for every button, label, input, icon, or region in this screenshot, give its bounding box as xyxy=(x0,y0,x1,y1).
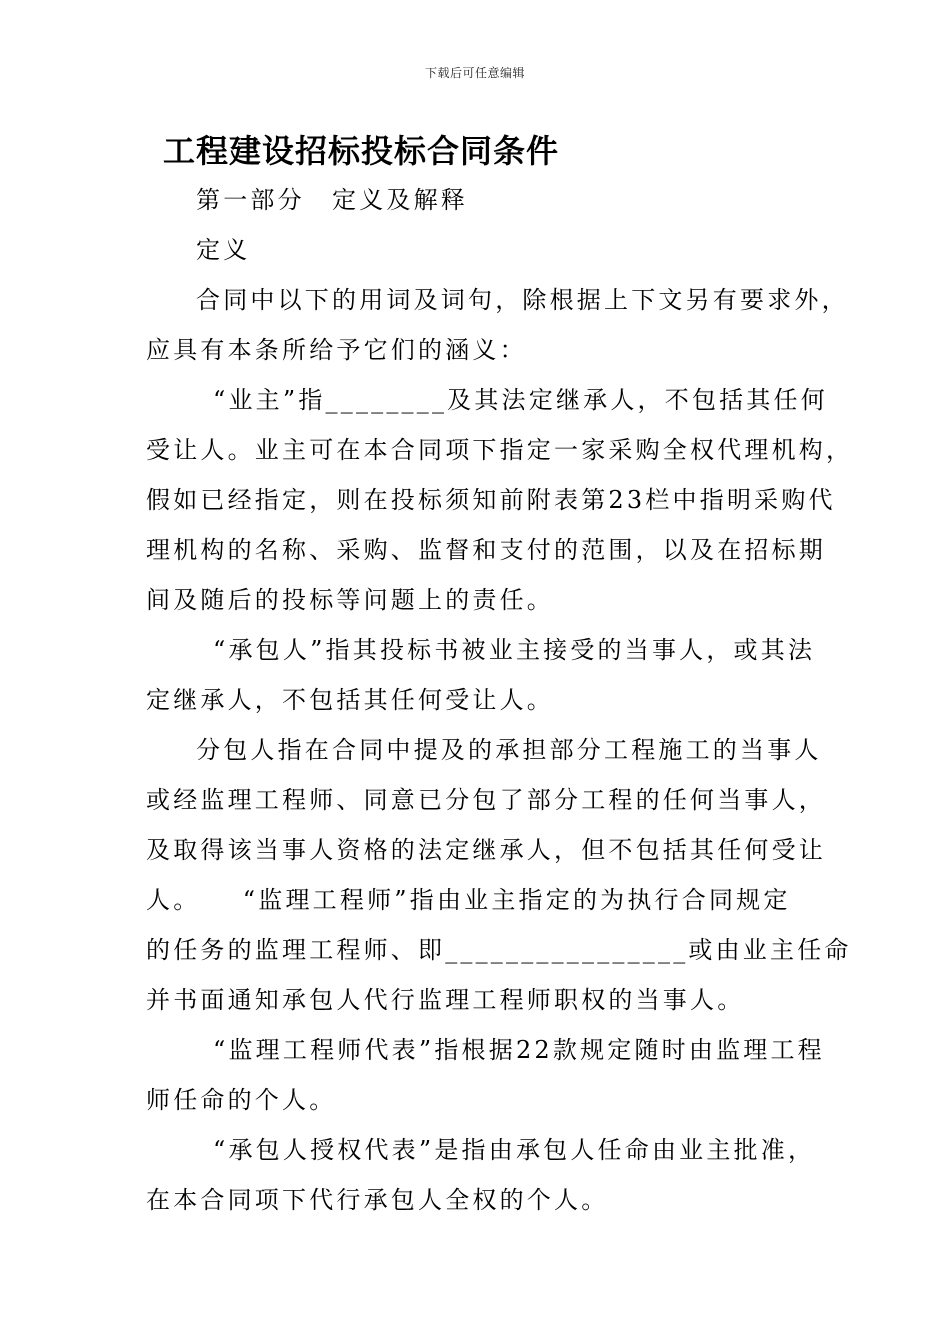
body-line: 及取得该当事人资格的法定继承人，但不包括其任何受让 xyxy=(146,836,826,864)
body-line: “承包人授权代表”是指由承包人任命由业主批准， xyxy=(213,1136,816,1164)
body-line: 师任命的个人。 xyxy=(146,1086,337,1114)
header-note: 下载后可任意编辑 xyxy=(424,66,525,80)
document-title: 工程建设招标投标合同条件 xyxy=(163,132,560,170)
body-line: 人。 “监理工程师”指由业主指定的为执行合同规定 xyxy=(146,886,791,914)
body-line: 假如已经指定，则在投标须知前附表第23栏中指明采购代 xyxy=(146,486,836,514)
body-line: 并书面通知承包人代行监理工程师职权的当事人。 xyxy=(146,986,745,1014)
body-line: 理机构的名称、采购、监督和支付的范围，以及在招标期 xyxy=(146,536,826,564)
body-line: “监理工程师代表”指根据22款规定随时由监理工程 xyxy=(213,1036,825,1064)
body-line: “承包人”指其投标书被业主接受的当事人，或其法 xyxy=(213,636,816,664)
body-line: 合同中以下的用词及词句，除根据上下文另有要求外， xyxy=(196,286,849,314)
body-line: 受让人。业主可在本合同项下指定一家采购全权代理机构， xyxy=(146,436,854,464)
body-line: 应具有本条所给予它们的涵义： xyxy=(146,336,527,364)
body-line: “业主”指________及其法定继承人，不包括其任何 xyxy=(213,386,828,414)
body-line: 在本合同项下代行承包人全权的个人。 xyxy=(146,1186,609,1214)
body-line: 分包人指在合同中提及的承担部分工程施工的当事人 xyxy=(196,736,822,764)
subsection-heading: 定义 xyxy=(196,236,251,264)
body-line: 定继承人，不包括其任何受让人。 xyxy=(146,686,554,714)
section-heading: 第一部分 定义及解释 xyxy=(196,186,468,214)
body-line: 的任务的监理工程师、即________________或由业主任命 xyxy=(146,936,852,964)
body-line: 或经监理工程师、同意已分包了部分工程的任何当事人， xyxy=(146,786,826,814)
body-line: 间及随后的投标等问题上的责任。 xyxy=(146,586,554,614)
